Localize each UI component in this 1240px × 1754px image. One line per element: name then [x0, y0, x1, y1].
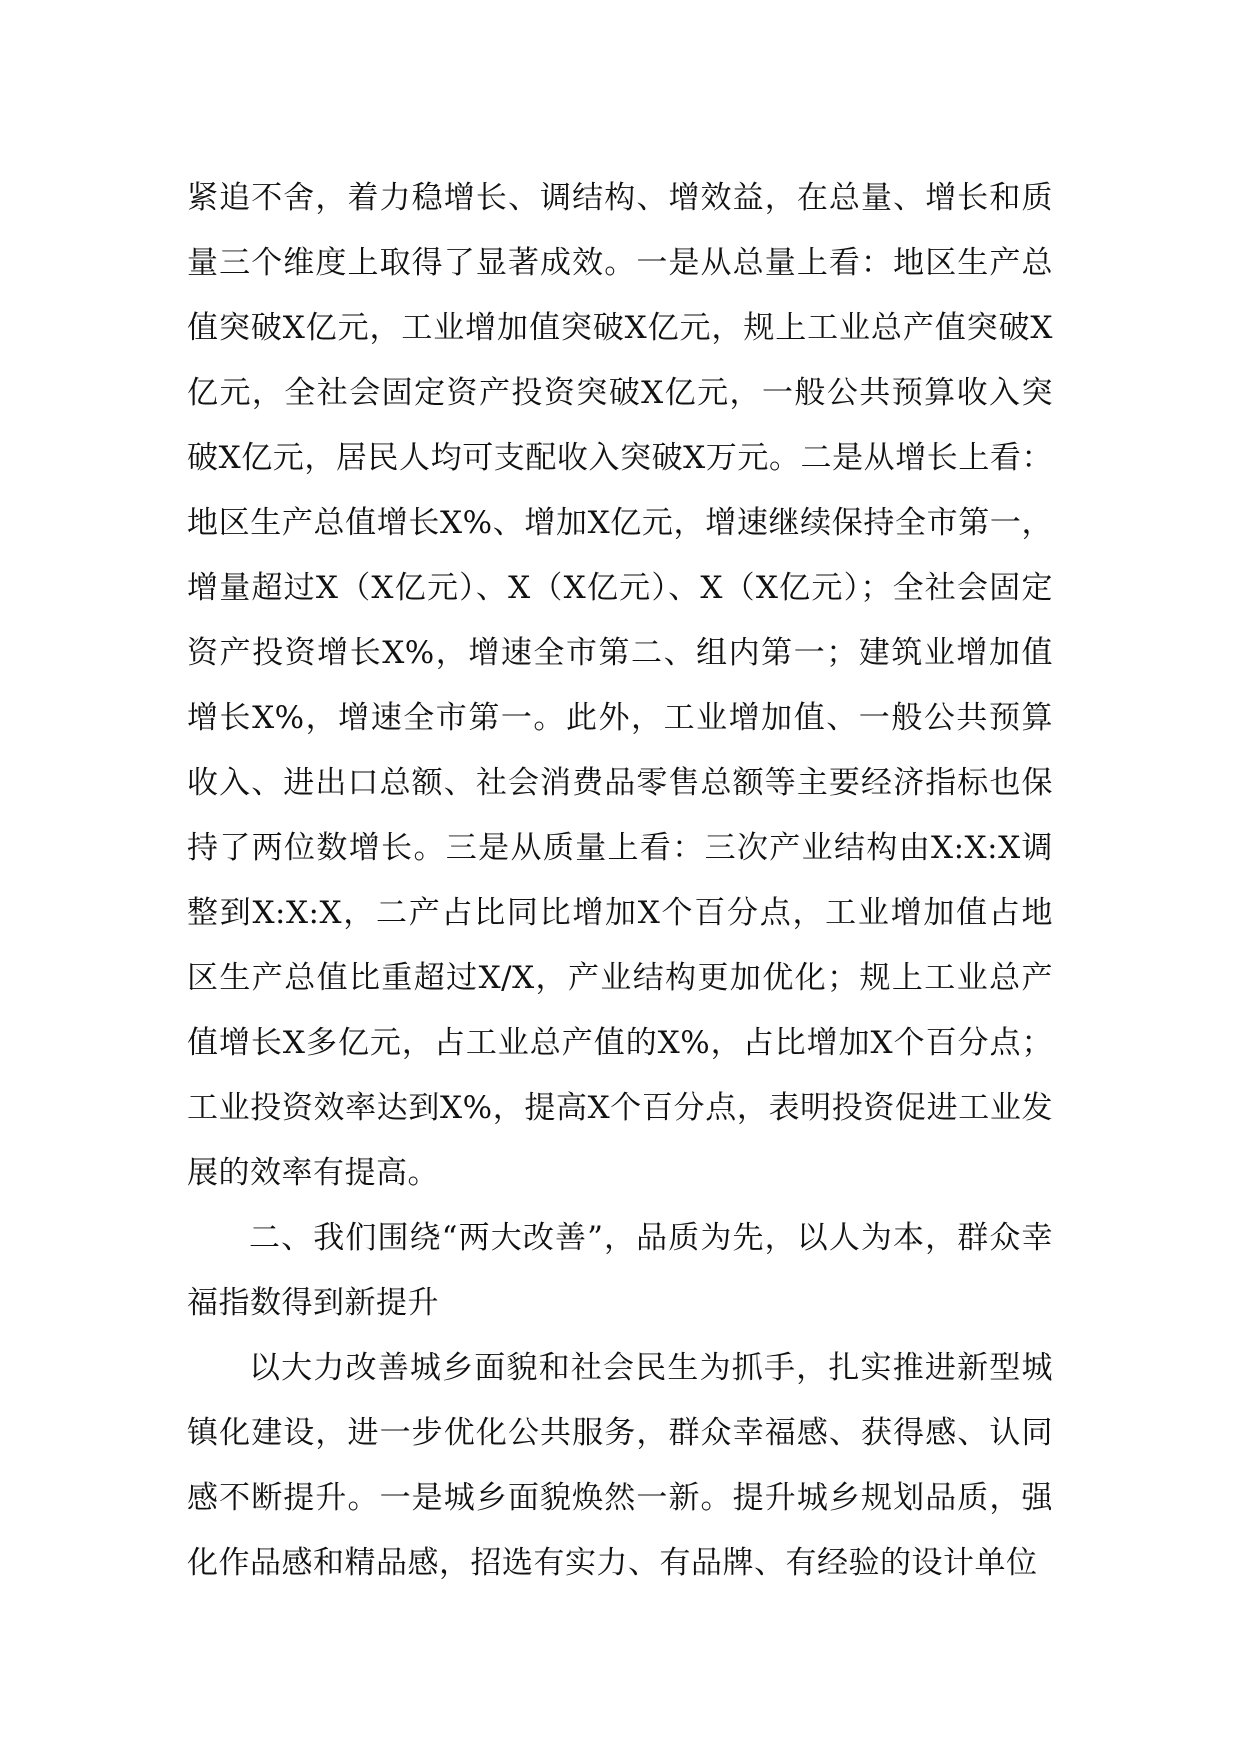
document-body — [187, 166, 1053, 1596]
section-heading-two-improvements: 二、我们围绕“两大改善”，品质为先，以人为本，群众幸福指数得到新提升 — [187, 1220, 1053, 1321]
paragraph-economic-results: 紧追不舍，着力稳增长、调结构、增效益，在总量、增长和质量三个维度上取得了显著成效。一是从总量上看：地区生产总值突破X亿元，工业增加值突破X亿元，规上工业总产值突破X亿元，全社会固定资产投资突破X亿元，一般公共预算收入突破X亿元，居民人均可支配收入突破X万元。二是从增长上看：地区生产总值增长X%、增加X亿元，增速继续保持全市第一，增量超过X（X亿元）、X（X亿元）、X（X亿元）；全社会固定资产投资增长X%，增速全市第二、组内第一；建筑业增加值增长X%，增速全市第一。此外，工业增加值、一般公共预算收入、进出口总额、社会消费品零售总额等主要经济指标也保持了两位数增长。三是从质量上看：三次产业结构由X:X:X调整到X:X:X，二产占比同比增加X个百分点，工业增加值占地区生产总值比重超过X/X，产业结构更加优化；规上工业总产值增长X多亿元，占工业总产值的X%，占比增加X个百分点；工业投资效率达到X%，提高X个百分点，表明投资促进工业发展的效率有提高。 — [187, 180, 1053, 1191]
paragraph-urban-rural-improvement: 以大力改善城乡面貌和社会民生为抓手，扎实推进新型城镇化建设，进一步优化公共服务，群众幸福感、获得感、认同感不断提升。一是城乡面貌焕然一新。提升城乡规划品质，强化作品感和精品感，招选有实力、有品牌、有经验的设计单位 — [187, 1350, 1053, 1581]
